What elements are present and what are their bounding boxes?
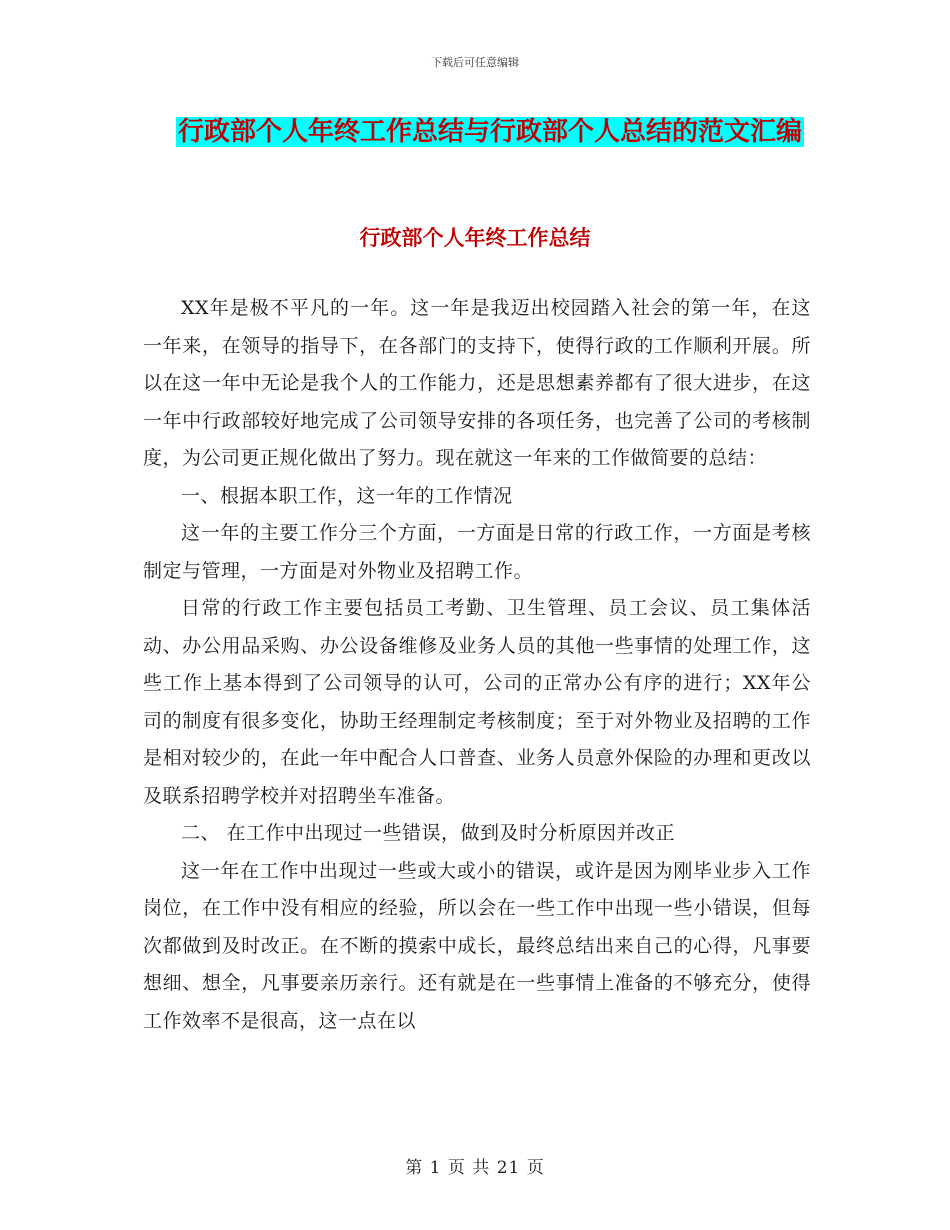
page-number: 第 1 页 共 21 页: [405, 1158, 545, 1178]
paragraph: 这一年的主要工作分三个方面，一方面是日常的行政工作，一方面是考核制定与管理，一方面是对外物业及招聘工作。: [143, 522, 811, 582]
paragraph: 日常的行政工作主要包括员工考勤、卫生管理、员工会议、员工集体活动、办公用品采购、办公设备维修及业务人员的其他一些事情的处理工作，这些工作上基本得到了公司领导的认可，公司的正常办公有序的进行；XX年公司的制度有很多变化，协助王经理制定考核制度；至于对外物业及招聘的工作是相对较少的，在此一年中配合人口普查、业务人员意外保险的办理和更改以及联系招聘学校并对招聘坐车准备。: [143, 597, 811, 807]
paragraph: 这一年在工作中出现过一些或大或小的错误，或许是因为刚毕业步入工作岗位，在工作中没有相应的经验，所以会在一些工作中出现一些小错误，但每次都做到及时改正。在不断的摸索中成长，最终总结出来自己的心得，凡事要想细、想全，凡事要亲历亲行。还有就是在一些事情上准备的不够充分，使得工作效率不是很高，这一点在以: [143, 859, 811, 1032]
document-body: [143, 290, 811, 1040]
document-title: [160, 108, 820, 156]
document-title-text: 行政部个人年终工作总结与行政部个人总结的范文汇编: [177, 117, 802, 147]
paragraph-heading: 一、根据本职工作，这一年的工作情况: [181, 484, 513, 507]
section-title: 行政部个人年终工作总结: [359, 225, 591, 250]
header-note: 下载后可任意编辑: [431, 56, 519, 69]
paragraph-heading: 二、 在工作中出现过一些错误，做到及时分析原因并改正: [181, 822, 676, 844]
paragraph: XX年是极不平凡的一年。这一年是我迈出校园踏入社会的第一年，在这一年来，在领导的指导下，在各部门的支持下，使得行政的工作顺利开展。所以在这一年中无论是我个人的工作能力，还是思想素养都有了很大进步，在这一年中行政部较好地完成了公司领导安排的各项任务，也完善了公司的考核制度，为公司更正规化做出了努力。现在就这一年来的工作做简要的总结：: [143, 297, 811, 469]
